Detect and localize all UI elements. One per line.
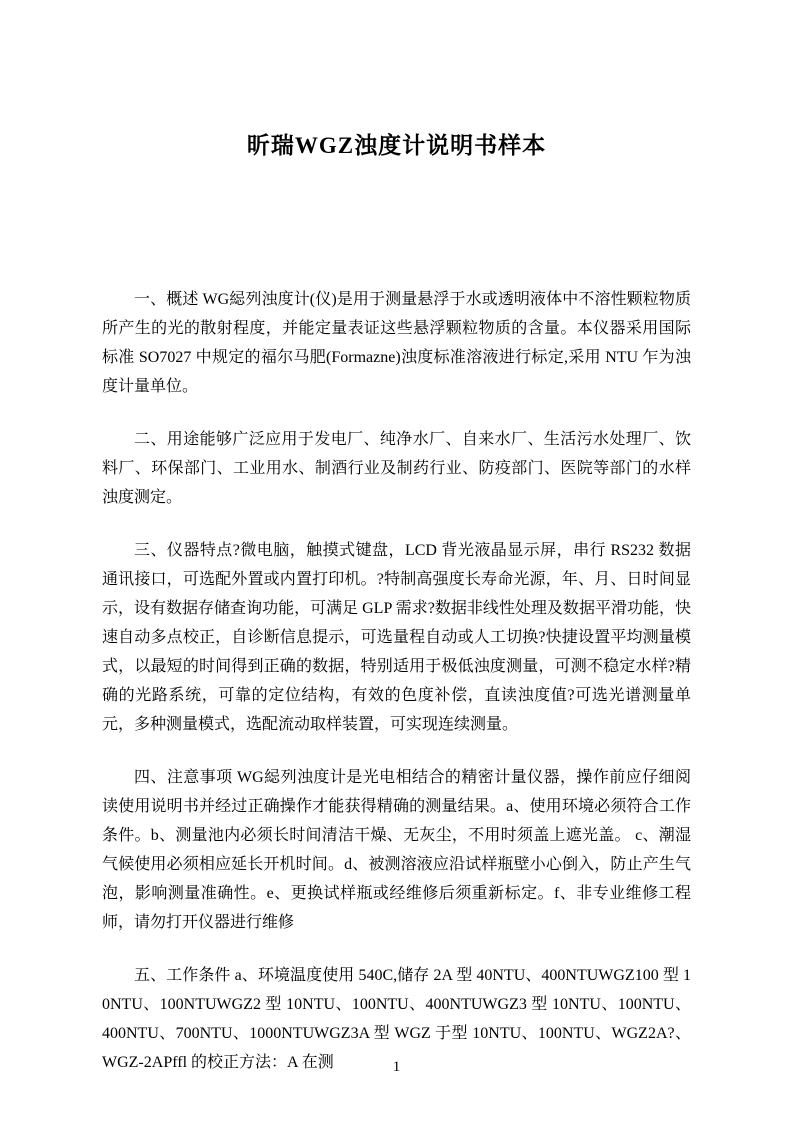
paragraph-precautions: 四、注意事项 WG䋟列浊度计是光电相结合的精密计量仪器，操作前应仔细阅读使用说明书并经过正确操作才能获得精确的测量结果。a、使用环境必须符合工作条件。b、测量池内必须长时间清洁干燥、无灰尘，不用时须盖上遮光盖。 c、潮湿气候使用必须相应延长开机时间。d、被测溶液应沿试样瓶壁小心倒入，防止产生气泡，影响测量准确性。e、更换试样瓶或经维修后须重新标定。f、非专业维修工程师，请勿打开仪器进行维修 xyxy=(102,768,691,931)
paragraph-applications: 二、用途能够广泛应用于发电厂、纯净水厂、自来水厂、生活污水处理厂、饮料厂、环保部门、工业用水、制酒行业及制药行业、防疫部门、医院等部门的水样浊度测定。 xyxy=(102,430,691,506)
document-body xyxy=(102,285,691,1077)
document-title: 昕瑞WGZ浊度计说明书样本 xyxy=(246,133,547,158)
paragraph-features: 三、仪器特点?微电脑，触摸式键盘，LCD 背光液晶显示屏，串行 RS232 数据通讯接口，可选配外置或内置打印机。?特制高强度长寿命光源，年、月、日时间显示，设有数据存储查询功能，可满足 GLP 需求?数据非线性处理及数据平滑功能，快速自动多点校正，自诊断信息提示，可选量程自动或人工切换?快捷设置平均测量模式，以最短的时间得到正确的数据，特别适用于极低浊度测量，可测不稳定水样?精确的光路系统，可靠的定位结构，有效的色度补偿，直读浊度值?可选光谱测量单元，多种测量模式，选配流动取样装置，可实现连续测量。 xyxy=(102,541,691,733)
page-number: 1 xyxy=(392,1059,401,1075)
paragraph-working-conditions: 五、工作条件 a、环境温度使用 540C,储存 2A 型 40NTU、400NTUWGZ100 型 10NTU、100NTUWGZ2 型 10NTU、100NTU、400NTUWGZ3 型 10NTU、100NTU、400NTU、700NTU、1000NTUWGZ3A 型 WGZ 于型 10NTU、100NTU、WGZ2A?、WGZ-2APffl 的校正方法：A 在测 xyxy=(102,966,691,1071)
paragraph-overview: 一、概述 WG䋟列浊度计(仪)是用于测量悬浮于水或透明液体中不溶性颗粒物质所产生的光的散射程度，并能定量表证这些悬浮颗粒物质的含量。本仪器采用国际标准 SO7027 中规定的福尔马肥(Formazne)浊度标准溶液进行标定,采用 NTU 乍为浊度计量单位。 xyxy=(102,290,691,395)
